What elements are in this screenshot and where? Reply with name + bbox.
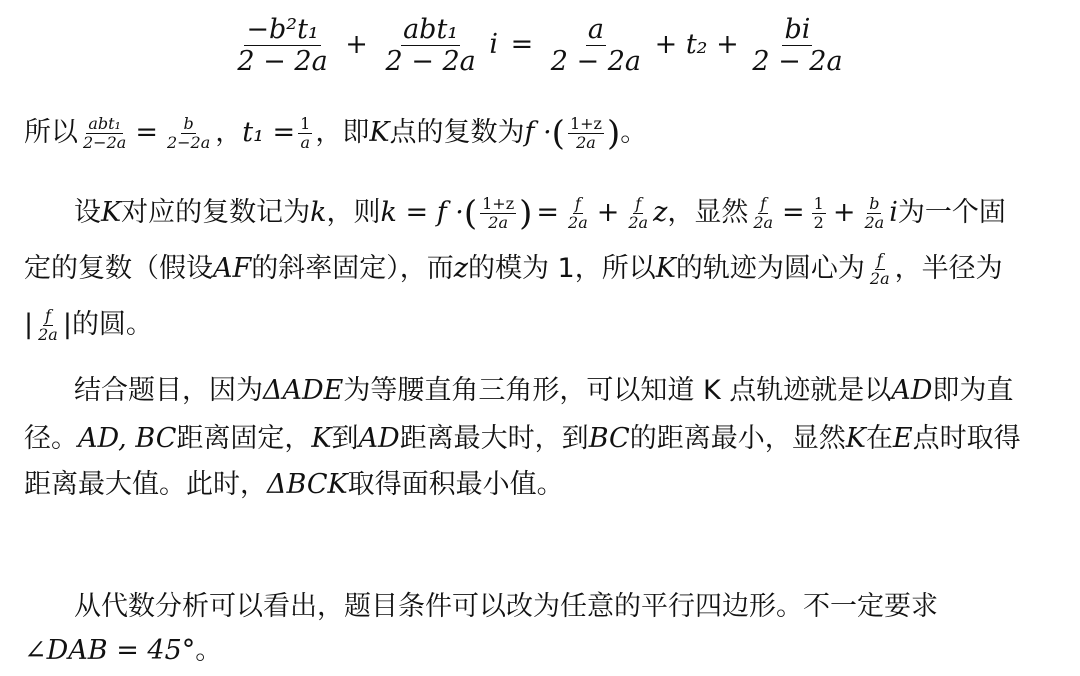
text: 对应的复数记为 — [121, 197, 311, 228]
variable-k: K — [369, 117, 390, 148]
separator: ， — [215, 117, 243, 148]
fraction-a — [81, 115, 128, 153]
denominator: 2 − 2a — [237, 46, 328, 78]
point-e: E — [892, 423, 913, 454]
variable-z: z — [453, 253, 468, 284]
fraction-3 — [626, 195, 650, 233]
text: 定的复数（假设 — [24, 253, 213, 284]
numerator: f — [574, 193, 581, 213]
paragraph-3-line-1 — [74, 366, 1060, 416]
denominator: 2a — [488, 213, 508, 232]
text: 到 — [331, 423, 359, 454]
text: 径。 — [24, 423, 78, 454]
numerator: f — [876, 249, 883, 269]
numerator: 1+z — [482, 193, 515, 213]
fraction-1 — [480, 195, 516, 233]
numerator: bi — [784, 14, 811, 45]
text: 的斜率固定），而 — [251, 253, 454, 284]
fraction-term1 — [235, 14, 329, 77]
variable-k: K — [845, 423, 866, 454]
abs-bar: | — [24, 309, 34, 340]
segment-ad: AD — [358, 423, 400, 454]
variable-af: AF — [213, 253, 252, 284]
text: 距离固定， — [176, 423, 312, 454]
variable-k: K — [311, 423, 332, 454]
paragraph-3-line-2 — [24, 414, 1060, 464]
variable-k: K — [101, 197, 122, 228]
equals-sign: = — [536, 197, 560, 228]
text: 点时取得 — [912, 423, 1021, 454]
paragraph-1-line: 所以 $\frac{\text{abt₁}}{2-2a}$ = $\frac{b}{2-2a}$ ，t₁ = $\frac{1}{a}$ ，即K点的复数为f ·( $\frac{1+z}{2a}$ )。 — [24, 113, 648, 154]
fraction-term3 — [549, 14, 643, 77]
paragraph-2-line-3 — [24, 300, 1060, 350]
denominator: 2a — [38, 325, 58, 344]
denominator: 2a — [753, 213, 774, 232]
fraction-term2 — [383, 14, 477, 77]
variable-k: K — [655, 253, 676, 284]
equals-sign: = — [510, 29, 534, 61]
denominator: 2−2a — [83, 133, 127, 152]
imaginary-unit: i — [489, 29, 498, 61]
fraction-b — [165, 115, 212, 153]
variable-z: z — [653, 197, 668, 228]
segments-ad-bc: AD, BC — [78, 423, 177, 454]
fraction-4 — [751, 195, 775, 233]
text: 取得面积最小值。 — [347, 469, 564, 500]
denominator: 2−2a — [166, 133, 211, 152]
denominator: 2a — [869, 269, 890, 288]
denominator: 2a — [864, 213, 885, 232]
text: 即为直 — [932, 375, 1014, 406]
numerator: 1 — [300, 113, 311, 133]
plus-sign: + — [596, 197, 620, 228]
numerator: 1+z — [569, 113, 602, 133]
fraction-d — [568, 115, 604, 153]
denominator: 2a — [576, 133, 596, 152]
paragraph-2-line-2 — [24, 244, 1060, 294]
segment-ad: AD — [891, 375, 933, 406]
denominator: a — [300, 133, 310, 152]
text: 结合题目，因为 — [74, 375, 263, 406]
period: 。 — [620, 117, 648, 148]
separator: ，即 — [315, 117, 370, 148]
plus-t2: + t₂ + — [654, 29, 739, 61]
f-dot: f · — [524, 117, 552, 148]
numerator: f — [635, 193, 642, 213]
text: 距离最大时，到 — [399, 423, 589, 454]
paragraph-2-line-1: 设K对应的复数记为k，则k = f ·( $\frac{1+z}{2a}$ ) = $\frac{f}{2a}$ + $\frac{f}{2a}$ z，显然 $\frac{f}{2a}$ = $\frac{1}{2}$ + $\frac{b}{2a}$ i为一个固 — [74, 193, 1006, 234]
numerator: f — [45, 305, 51, 325]
denominator: 2 − 2a — [752, 46, 843, 78]
denominator: 2 — [813, 213, 824, 232]
text: 的轨迹为圆心为 — [675, 253, 865, 284]
t1-equals: t₁ = — [242, 117, 296, 148]
expression: k = f · — [380, 197, 464, 228]
fraction-2 — [566, 195, 590, 233]
equals-sign: = — [135, 117, 158, 148]
display-equation: $\frac{\text{−b²t₁}}{2 - 2a}$ + $\frac{\text{abt₁}}{2 - 2a}$ i = $\frac{a}{2 - 2a}$ + t₂ + $\frac{bi}{2 - 2a}$ — [237, 14, 843, 78]
numerator: 1 — [813, 193, 824, 213]
paragraph-4-line-1 — [74, 582, 1060, 632]
text: 设 — [74, 197, 101, 228]
text: ，显然 — [667, 197, 749, 228]
numerator: a — [587, 14, 604, 45]
text: 的模为 1，所以 — [467, 253, 656, 284]
text: 从代数分析可以看出，题目条件可以改为任意的平行四边形。不一定要求 — [74, 591, 938, 622]
text: 在 — [865, 423, 893, 454]
segment-bc: BC — [588, 423, 630, 454]
text-lead: 所以 — [24, 117, 78, 148]
equals-sign: = — [782, 197, 805, 228]
text: ，则 — [326, 197, 381, 228]
triangle-bck: ΔBCK — [267, 469, 348, 500]
numerator: abt₁ — [403, 14, 459, 45]
fraction-7 — [868, 251, 892, 289]
fraction-5 — [812, 195, 826, 233]
numerator: b — [183, 113, 194, 133]
imaginary-unit: i — [889, 197, 898, 228]
fraction-c — [298, 115, 312, 153]
triangle-ade: ΔADE — [263, 375, 344, 406]
text: 点的复数为 — [389, 117, 525, 148]
abs-bar: | — [62, 309, 72, 340]
text: 距离最大值。此时， — [24, 469, 267, 500]
denominator: 2 − 2a — [385, 46, 476, 78]
denominator: 2a — [568, 213, 588, 232]
paragraph-4-line-2 — [24, 626, 1060, 676]
plus-sign: + — [832, 197, 856, 228]
text: 为等腰直角三角形，可以知道 K 点轨迹就是以 — [343, 375, 892, 406]
variable-k-lower: k — [310, 197, 327, 228]
text: ，半径为 — [894, 253, 1003, 284]
numerator: f — [760, 193, 767, 213]
text: 为一个固 — [897, 197, 1006, 228]
fraction-term4 — [750, 14, 844, 77]
period: 。 — [195, 635, 223, 666]
denominator: 2a — [628, 213, 649, 232]
text: 的圆。 — [71, 309, 153, 340]
fraction-6 — [862, 195, 886, 233]
angle-dab: ∠DAB = 45° — [24, 635, 196, 666]
numerator: b — [869, 193, 880, 213]
paragraph-3-line-3 — [24, 460, 1060, 510]
denominator: 2 − 2a — [550, 46, 642, 78]
text: 的距离最小，显然 — [629, 423, 846, 454]
numerator: abt₁ — [88, 113, 121, 133]
numerator: −b²t₁ — [246, 14, 319, 45]
fraction-8 — [36, 307, 60, 345]
